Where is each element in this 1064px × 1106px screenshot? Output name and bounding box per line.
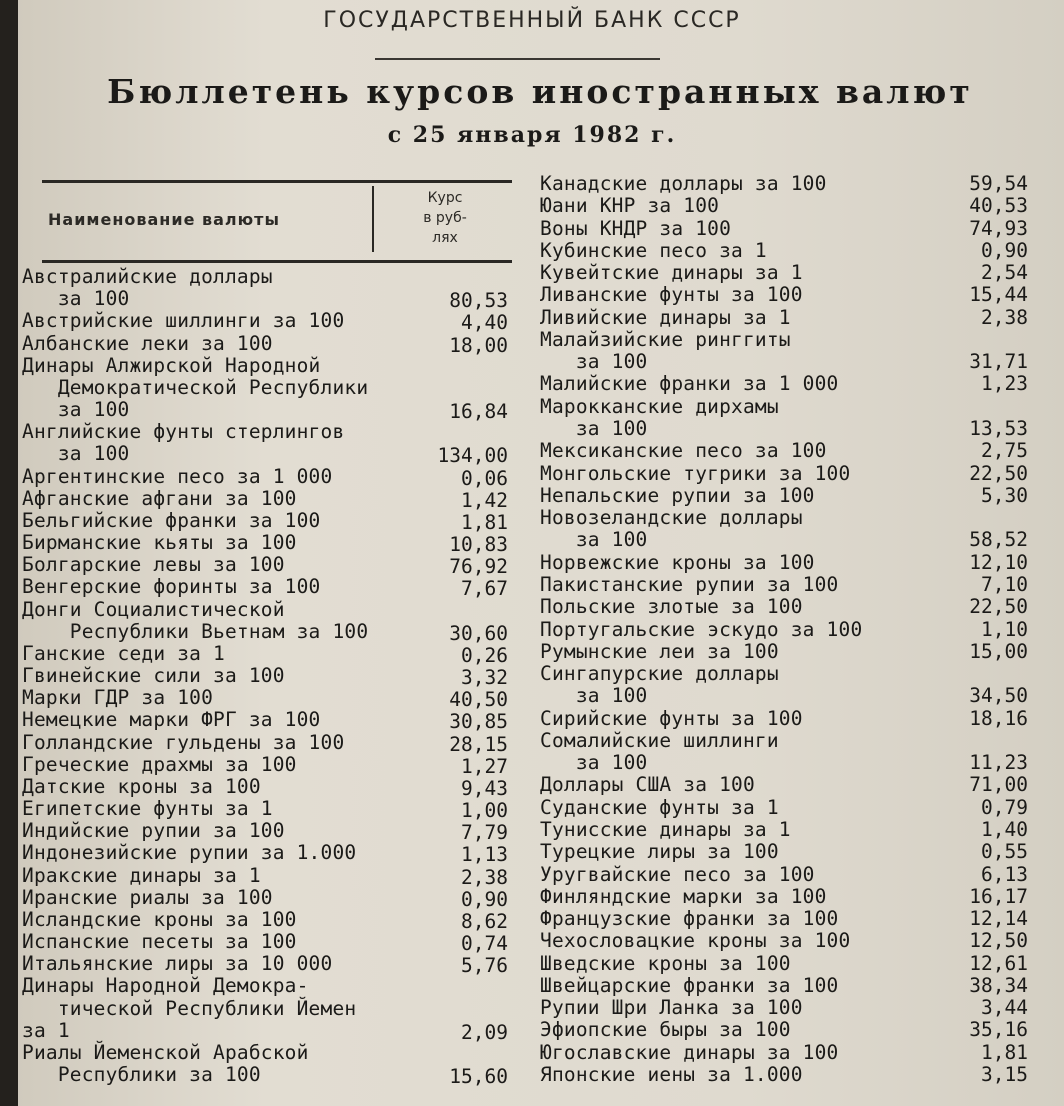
exchange-rate-value: 18,00 — [449, 333, 508, 357]
exchange-rate-value: 6,13 — [981, 862, 1028, 886]
exchange-rate-value: 1,40 — [981, 817, 1028, 841]
exchange-rate-value: 0,74 — [461, 932, 508, 955]
exchange-rate-value: 134,00 — [437, 444, 508, 468]
exchange-rate-value: 3,44 — [981, 996, 1028, 1020]
currency-name-line: Болгарские левы за 100 — [22, 553, 285, 577]
currency-name-line: Динары Народной Демокра- — [22, 974, 309, 998]
currency-name-line: за 100 — [540, 684, 648, 708]
currency-name-line: Швейцарские франки за 100 — [540, 973, 839, 997]
exchange-rate-value: 12,61 — [969, 951, 1028, 975]
exchange-rate-value: 80,53 — [449, 289, 508, 313]
currency-name-line: Новозеландские доллары — [540, 506, 803, 530]
exchange-rate-value: 0,55 — [981, 840, 1028, 864]
currency-name-line: Австралийские доллары — [22, 265, 273, 288]
exchange-rate-value: 28,15 — [449, 732, 508, 756]
currency-name-line: Монгольские тугрики за 100 — [540, 461, 851, 485]
currency-name-line: Сомалийские шиллинги — [540, 728, 779, 752]
currency-name-line: Испанские песеты за 100 — [22, 930, 297, 953]
exchange-rate-value: 40,50 — [449, 688, 508, 712]
currency-name-line: Румынские леи за 100 — [540, 639, 779, 663]
exchange-rate-value: 9,43 — [461, 776, 508, 800]
currency-name-line: Динары Алжирской Народной — [22, 353, 321, 377]
currency-name-line: Японские иены за 1.000 — [540, 1063, 803, 1086]
currency-name-line: Польские злотые за 100 — [540, 595, 803, 619]
currency-name-line: Английские фунты стерлингов — [22, 420, 345, 444]
exchange-rate-value: 71,00 — [969, 773, 1028, 797]
exchange-rate-value: 2,38 — [461, 865, 508, 889]
exchange-rate-value: 0,79 — [981, 795, 1028, 819]
currency-name-line: за 100 — [22, 287, 130, 311]
exchange-rate-value: 18,16 — [969, 706, 1028, 730]
currency-name-line: Марокканские дирхамы — [540, 394, 779, 418]
currency-name-line: Тунисские динары за 1 — [540, 817, 791, 841]
currency-name-line: Аргентинские песо за 1 000 — [22, 464, 333, 488]
exchange-rate-value: 2,38 — [981, 305, 1028, 329]
currency-name-line: Республики за 100 — [22, 1063, 261, 1086]
currency-name-line: Суданские фунты за 1 — [540, 795, 779, 819]
exchange-rate-value: 10,83 — [449, 533, 508, 556]
currency-name-line: Норвежские кроны за 100 — [540, 550, 815, 574]
currency-name-line: за 100 — [540, 528, 648, 552]
exchange-rate-value: 12,14 — [969, 907, 1028, 931]
currency-name-line: тической Республики Йемен — [22, 996, 357, 1020]
currency-name-line: Французские франки за 100 — [540, 907, 839, 931]
exchange-rate-value: 30,85 — [449, 710, 508, 734]
currency-name-line: Юани КНР за 100 — [540, 194, 720, 218]
exchange-rate-value: 5,30 — [981, 483, 1028, 507]
currency-name-line: Голландские гульдены за 100 — [22, 730, 345, 754]
currency-name-line: Доллары США за 100 — [540, 773, 755, 797]
exchange-rate-value: 59,54 — [969, 172, 1028, 195]
currency-name-line: Гвинейские сили за 100 — [22, 664, 285, 687]
exchange-rate-value: 0,90 — [981, 238, 1028, 262]
exchange-rate-value: 13,53 — [969, 417, 1028, 441]
currency-name-line: Риалы Йеменской Арабской — [22, 1040, 309, 1064]
exchange-rate-value: 34,50 — [969, 684, 1028, 708]
currency-name-line: Египетские фунты за 1 — [22, 797, 273, 820]
exchange-rate-value: 0,90 — [461, 887, 508, 911]
currency-name-line: Рупии Шри Ланка за 100 — [540, 996, 803, 1020]
exchange-rate-value: 22,50 — [969, 595, 1028, 619]
currency-name-line: Индийские рупии за 100 — [22, 819, 285, 843]
currency-name-line: за 100 — [540, 417, 648, 441]
exchange-rate-value: 3,15 — [981, 1063, 1028, 1086]
currency-name-line: Малийские франки за 1 000 — [540, 372, 839, 396]
exchange-rate-value: 74,93 — [969, 216, 1028, 240]
currency-name-line: Марки ГДР за 100 — [22, 686, 214, 710]
currency-name-line: Иранские риалы за 100 — [22, 885, 273, 909]
table-rule-bottom — [42, 260, 512, 263]
currency-name-line: Сирийские фунты за 100 — [540, 706, 803, 730]
currency-name-line: Итальянские лиры за 10 000 — [22, 952, 333, 976]
exchange-rate-value: 11,23 — [969, 751, 1028, 775]
currency-name-line: за 100 — [540, 751, 648, 775]
currency-name-line: Уругвайские песо за 100 — [540, 862, 815, 886]
currency-name-line: Ганские седи за 1 — [22, 641, 225, 665]
exchange-rate-value: 2,75 — [981, 439, 1028, 463]
currency-name-line: Венгерские форинты за 100 — [22, 575, 321, 599]
currency-name-line: Эфиопские быры за 100 — [540, 1018, 791, 1042]
currency-name-line: Австрийские шиллинги за 100 — [22, 309, 345, 333]
currency-name-line: Афганские афгани за 100 — [22, 486, 297, 510]
exchange-rate-value: 16,17 — [969, 884, 1028, 908]
exchange-rate-value: 8,62 — [461, 909, 508, 933]
currency-name-line: Турецкие лиры за 100 — [540, 840, 779, 864]
bank-heading: ГОСУДАРСТВЕННЫЙ БАНК СССР — [323, 8, 741, 33]
currency-name-line: Мексиканские песо за 100 — [540, 439, 827, 463]
column-header-rate: Курс в руб- лях — [423, 190, 467, 246]
currency-name-line: Малайзийские ринггиты — [540, 327, 791, 351]
exchange-rate-value: 1,13 — [461, 843, 508, 867]
currency-name-line: Сингапурские доллары — [540, 662, 779, 686]
currency-name-line: Демократической Республики — [22, 375, 369, 399]
exchange-rate-value: 2,09 — [461, 1020, 508, 1044]
exchange-rate-value: 0,26 — [461, 643, 508, 667]
exchange-rate-value: 7,10 — [981, 572, 1028, 596]
exchange-rate-value: 35,16 — [969, 1018, 1028, 1042]
currency-name-line: Финляндские марки за 100 — [540, 884, 827, 908]
currency-name-line: Непальские рупии за 100 — [540, 483, 815, 507]
exchange-rate-value: 1,27 — [461, 754, 508, 778]
exchange-rate-value: 1,23 — [981, 372, 1028, 396]
currency-name-line: Воны КНДР за 100 — [540, 216, 732, 240]
exchange-rate-value: 1,81 — [981, 1040, 1028, 1064]
currency-name-line: за 100 — [540, 350, 648, 374]
exchange-rate-value: 15,44 — [969, 283, 1028, 307]
exchange-rate-value: 1,81 — [461, 510, 508, 534]
page-edge-shadow — [0, 0, 18, 1106]
currency-name-line: Донги Социалистической — [22, 597, 285, 621]
exchange-rate-value: 76,92 — [449, 555, 508, 579]
exchange-rate-value: 12,50 — [969, 929, 1028, 953]
bulletin-title: Бюллетень курсов иностранных валют — [107, 72, 973, 111]
currency-name-line: Кувейтские динары за 1 — [540, 261, 803, 285]
exchange-rate-value: 4,40 — [461, 311, 508, 335]
currency-name-line: Иракские динары за 1 — [22, 863, 261, 887]
currency-name-line: Датские кроны за 100 — [22, 774, 261, 798]
heading-divider — [375, 58, 660, 60]
exchange-rate-value: 58,52 — [969, 528, 1028, 552]
exchange-rate-value: 1,42 — [461, 488, 508, 512]
exchange-rate-value: 7,67 — [461, 577, 508, 601]
currency-name-line: Шведские кроны за 100 — [540, 951, 791, 975]
table-column-divider — [372, 186, 374, 252]
exchange-rate-value: 16,84 — [449, 400, 508, 423]
exchange-rate-value: 15,00 — [969, 639, 1028, 663]
currency-name-line: Исландские кроны за 100 — [22, 907, 297, 931]
currency-name-line: Ливанские фунты за 100 — [540, 283, 803, 307]
exchange-rate-value: 40,53 — [969, 194, 1028, 218]
table-rule-top — [42, 180, 512, 183]
currency-name-line: за 100 — [22, 398, 130, 421]
exchange-rate-value: 15,60 — [449, 1065, 508, 1088]
exchange-rate-value: 31,71 — [969, 350, 1028, 374]
currency-name-line: Республики Вьетнам за 100 — [22, 619, 369, 643]
bulletin-date: с 25 января 1982 г. — [387, 122, 677, 148]
exchange-rate-value: 5,76 — [461, 954, 508, 978]
exchange-rate-value: 1,00 — [461, 799, 508, 822]
currency-name-line: Албанские леки за 100 — [22, 331, 273, 355]
exchange-rate-value: 2,54 — [981, 261, 1028, 285]
exchange-rate-value: 1,10 — [981, 617, 1028, 641]
currency-name-line: за 1 — [22, 1018, 70, 1042]
currency-name-line: Югославские динары за 100 — [540, 1040, 839, 1064]
currency-name-line: Индонезийские рупии за 1.000 — [22, 841, 357, 865]
exchange-rate-value: 3,32 — [461, 666, 508, 689]
currency-name-line: Немецкие марки ФРГ за 100 — [22, 708, 321, 732]
exchange-rate-value: 12,10 — [969, 550, 1028, 574]
exchange-rate-value: 22,50 — [969, 461, 1028, 485]
exchange-rate-value: 7,79 — [461, 821, 508, 845]
currency-name-line: Кубинские песо за 1 — [540, 238, 767, 262]
currency-name-line: Бельгийские франки за 100 — [22, 508, 321, 532]
currency-name-line: Ливийские динары за 1 — [540, 305, 791, 329]
exchange-rate-value: 30,60 — [449, 621, 508, 645]
column-header-name: Наименование валюты — [48, 210, 280, 229]
exchange-rate-value: 38,34 — [969, 973, 1028, 997]
exchange-rate-value: 0,06 — [461, 466, 508, 490]
currency-name-line: Бирманские кьяты за 100 — [22, 531, 297, 554]
currency-name-line: Пакистанские рупии за 100 — [540, 572, 839, 596]
currency-name-line: за 100 — [22, 442, 130, 466]
currency-name-line: Канадские доллары за 100 — [540, 172, 827, 195]
currency-name-line: Португальские эскудо за 100 — [540, 617, 863, 641]
currency-name-line: Греческие драхмы за 100 — [22, 752, 297, 776]
currency-name-line: Чехословацкие кроны за 100 — [540, 929, 851, 953]
